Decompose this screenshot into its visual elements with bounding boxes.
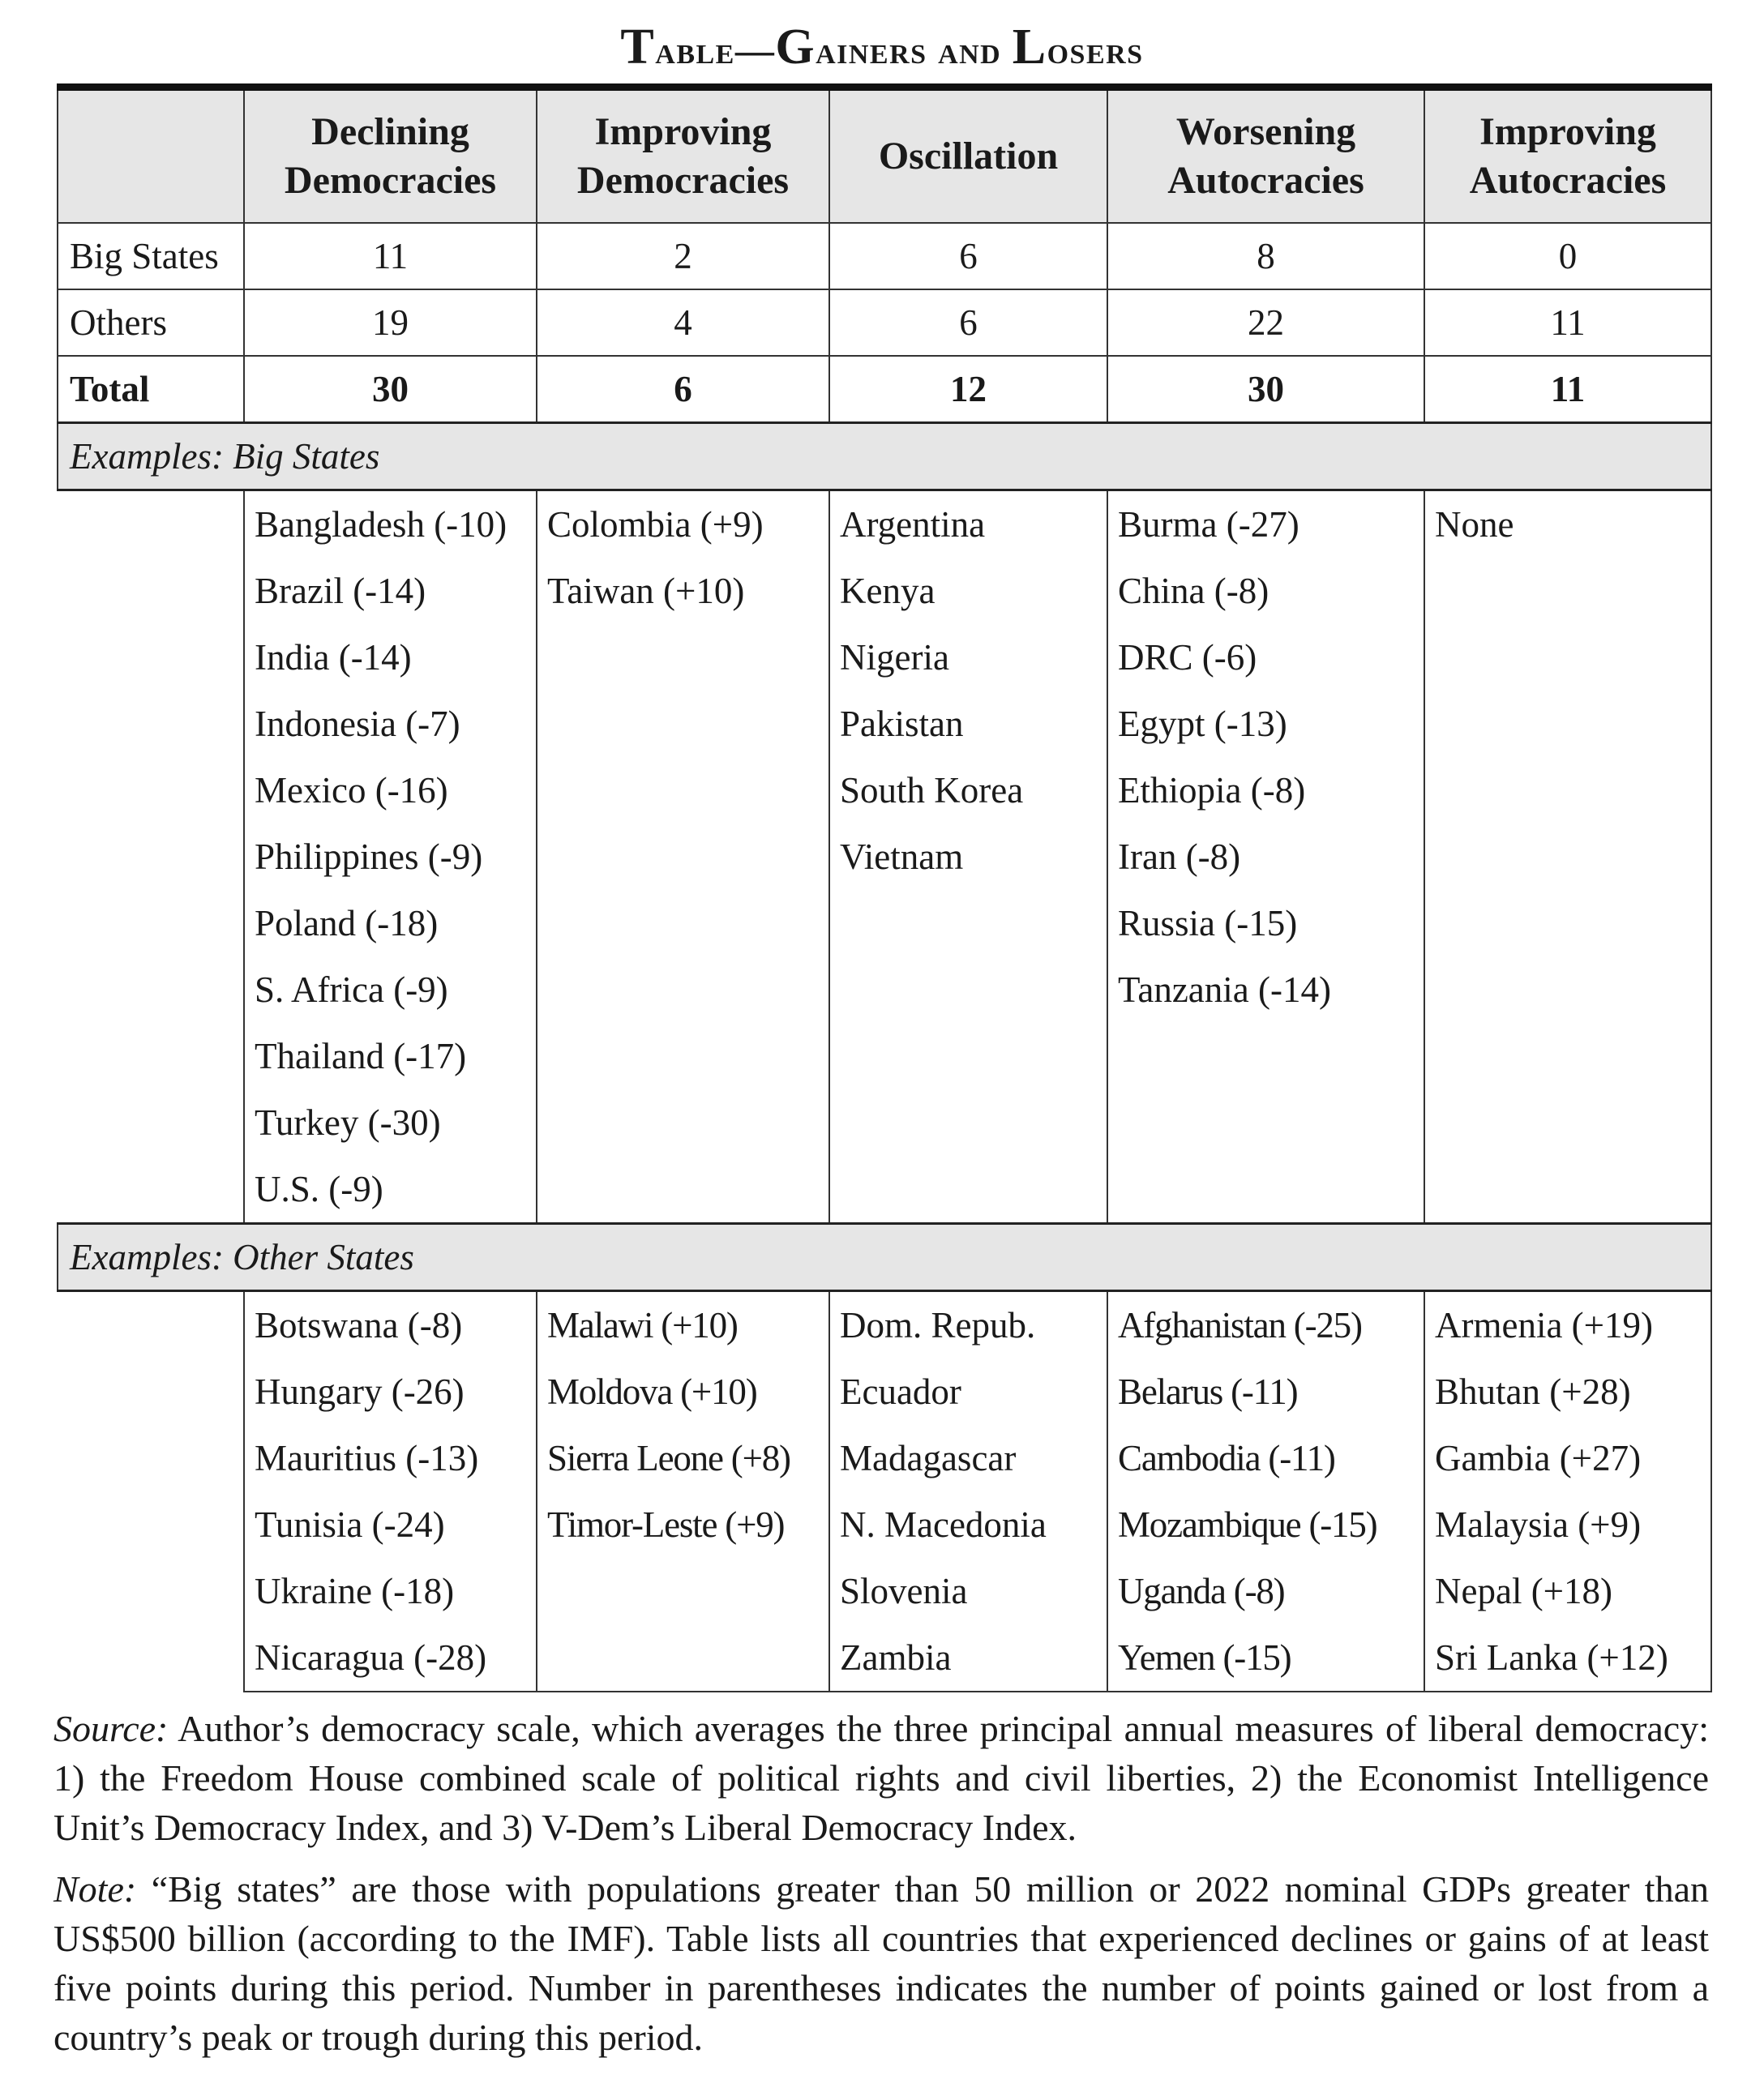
count-cell: 6	[829, 223, 1107, 289]
country-entry: Yemen (-15)	[1118, 1637, 1291, 1678]
country-entry: Malawi (+10)	[547, 1305, 738, 1346]
country-entry: Sri Lanka (+12)	[1435, 1637, 1668, 1678]
country-entry: Nicaragua (-28)	[255, 1637, 487, 1678]
country-entry: Mozambique (-15)	[1118, 1504, 1377, 1545]
count-cell: 6	[829, 289, 1107, 356]
country-entry: South Korea	[840, 770, 1024, 811]
country-entry: Tanzania (-14)	[1118, 969, 1331, 1010]
country-entry: Egypt (-13)	[1118, 704, 1287, 744]
column-header: Declining Democracies	[244, 88, 537, 224]
country-entry: Turkey (-30)	[255, 1102, 441, 1143]
country-entry: Afghanistan (-25)	[1118, 1305, 1362, 1346]
total-cell: 11	[1424, 356, 1711, 423]
country-entry: China (-8)	[1118, 571, 1269, 611]
definition-note: Note: “Big states” are those with populations greater than 50 million or 2022 nominal GDPs greater than US$500 billion (according to the IMF). Table lists all countries that experienced declines or gains of at least five points during this period. Number in parentheses indicates the number of points gained or lost from a country’s peak or trough during this period.	[54, 1868, 1709, 2058]
country-entry: Timor-Leste (+9)	[547, 1504, 785, 1545]
examples-cell	[1424, 1291, 1711, 1692]
count-cell: 8	[1107, 223, 1424, 289]
examples-cell	[1107, 1291, 1424, 1692]
examples-cell	[244, 490, 537, 1224]
country-entry: S. Africa (-9)	[255, 969, 448, 1010]
section-header-big	[58, 423, 1711, 490]
country-entry: Colombia (+9)	[547, 504, 764, 545]
country-entry: Madagascar	[840, 1438, 1017, 1478]
country-entry: Sierra Leone (+8)	[547, 1438, 790, 1478]
blank-cell	[58, 1291, 244, 1692]
examples-cell	[1107, 490, 1424, 1224]
source-note: Source: Author’s democracy scale, which averages the three principal annual measures of liberal democracy: 1) the Freedom House combined scale of political rights and civil liberties, 2) the Economist Intelligence Unit’s Democracy Index, and 3) V-Dem’s Liberal Democracy Index.	[54, 1708, 1709, 1848]
big-states-row	[58, 223, 1711, 289]
country-entry: DRC (-6)	[1118, 637, 1257, 678]
country-entry: Taiwan (+10)	[547, 571, 745, 611]
row-label: Others	[58, 289, 244, 356]
total-cell: 30	[1107, 356, 1424, 423]
count-cell: 11	[1424, 289, 1711, 356]
examples-cell	[537, 490, 829, 1224]
country-entry: Zambia	[840, 1637, 952, 1678]
total-row	[58, 356, 1711, 423]
country-entry: Russia (-15)	[1118, 903, 1298, 943]
country-entry: Malaysia (+9)	[1435, 1504, 1642, 1545]
big-examples-row	[58, 490, 1711, 1224]
country-entry: Pakistan	[840, 704, 964, 744]
examples-cell	[829, 1291, 1107, 1692]
count-cell: 0	[1424, 223, 1711, 289]
column-header: Worsening Autocracies	[1107, 88, 1424, 224]
others-row	[58, 289, 1711, 356]
column-header: Improving Autocracies	[1424, 88, 1711, 224]
total-cell: 12	[829, 356, 1107, 423]
country-entry: Ethiopia (-8)	[1118, 770, 1306, 811]
country-entry: None	[1435, 504, 1514, 545]
country-entry: Nepal (+18)	[1435, 1571, 1613, 1611]
count-cell: 4	[537, 289, 829, 356]
country-entry: N. Macedonia	[840, 1504, 1047, 1545]
country-entry: Armenia (+19)	[1435, 1305, 1654, 1346]
count-cell: 19	[244, 289, 537, 356]
country-entry: Dom. Repub.	[840, 1305, 1036, 1346]
count-cell: 11	[244, 223, 537, 289]
row-label: Total	[58, 356, 244, 423]
section-header-other	[58, 1224, 1711, 1291]
country-entry: Kenya	[840, 571, 936, 611]
country-entry: Mauritius (-13)	[255, 1438, 479, 1478]
section-label: Examples: Big States	[58, 423, 1711, 490]
gainers-losers-table	[57, 83, 1712, 1692]
country-entry: Nigeria	[840, 637, 949, 678]
country-entry: Philippines (-9)	[255, 836, 483, 877]
column-header: Improving Democracies	[537, 88, 829, 224]
country-entry: Burma (-27)	[1118, 504, 1299, 545]
country-entry: U.S. (-9)	[255, 1169, 383, 1209]
country-entry: Ukraine (-18)	[255, 1571, 455, 1611]
table-title: Table—Gainers and Losers	[620, 19, 1144, 75]
country-entry: Uganda (-8)	[1118, 1571, 1285, 1611]
country-entry: Iran (-8)	[1118, 836, 1241, 877]
country-entry: Poland (-18)	[255, 903, 439, 943]
total-cell: 30	[244, 356, 537, 423]
country-entry: Bhutan (+28)	[1435, 1371, 1631, 1412]
country-entry: Tunisia (-24)	[255, 1504, 445, 1545]
country-entry: Botswana (-8)	[255, 1305, 463, 1346]
country-entry: Moldova (+10)	[547, 1371, 757, 1412]
country-entry: Vietnam	[840, 836, 964, 877]
examples-cell	[244, 1291, 537, 1692]
examples-cell	[1424, 490, 1711, 1224]
country-entry: Brazil (-14)	[255, 571, 426, 611]
other-examples-row	[58, 1291, 1711, 1692]
country-entry: Indonesia (-7)	[255, 704, 460, 744]
corner-cell	[58, 88, 244, 224]
country-entry: Ecuador	[840, 1371, 961, 1412]
section-label: Examples: Other States	[58, 1224, 1711, 1291]
row-label: Big States	[58, 223, 244, 289]
country-entry: Mexico (-16)	[255, 770, 448, 811]
total-cell: 6	[537, 356, 829, 423]
country-entry: India (-14)	[255, 637, 412, 678]
examples-cell	[829, 490, 1107, 1224]
column-header: Oscillation	[829, 88, 1107, 224]
country-entry: Belarus (-11)	[1118, 1371, 1298, 1412]
country-entry: Bangladesh (-10)	[255, 504, 507, 545]
country-entry: Argentina	[840, 504, 986, 545]
header-row	[58, 88, 1711, 224]
count-cell: 22	[1107, 289, 1424, 356]
country-entry: Gambia (+27)	[1435, 1438, 1642, 1478]
count-cell: 2	[537, 223, 829, 289]
country-entry: Slovenia	[840, 1571, 968, 1611]
blank-cell	[58, 490, 244, 1224]
country-entry: Thailand (-17)	[255, 1036, 467, 1076]
country-entry: Hungary (-26)	[255, 1371, 465, 1412]
country-entry: Cambodia (-11)	[1118, 1438, 1335, 1478]
examples-cell	[537, 1291, 829, 1692]
